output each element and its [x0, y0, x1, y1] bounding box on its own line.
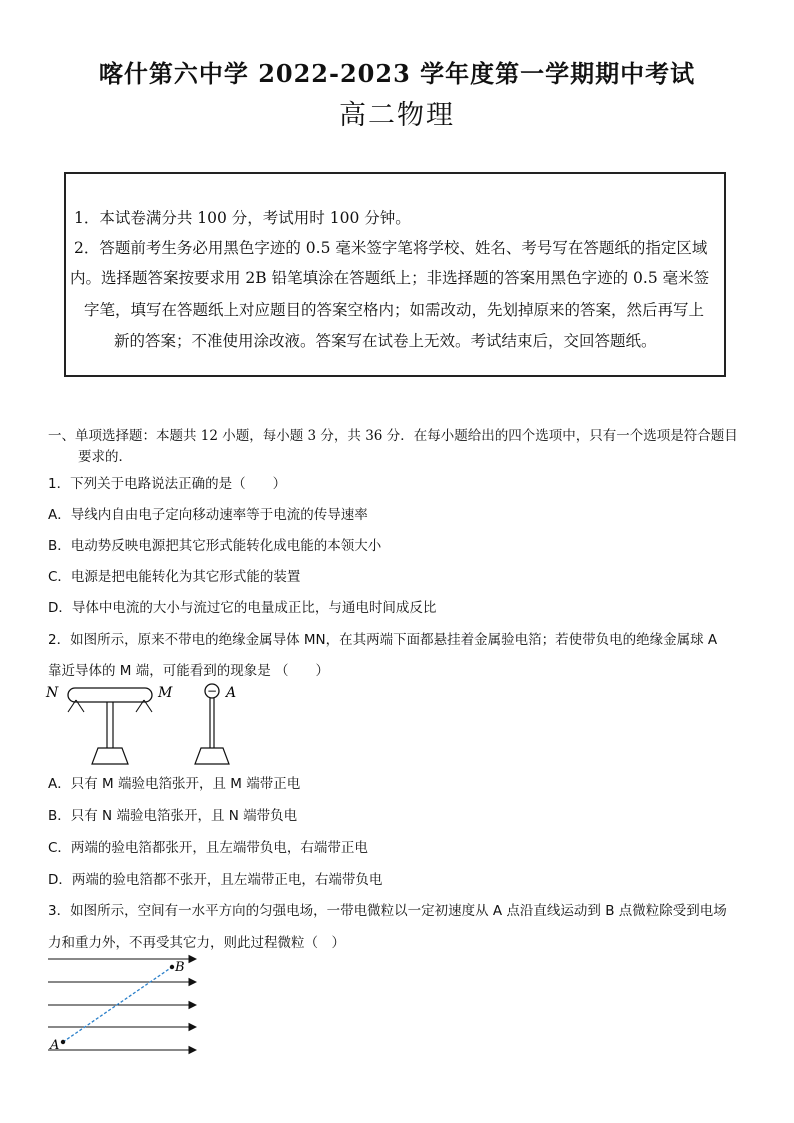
- point-a: [61, 1040, 65, 1044]
- field-figure: [40, 950, 210, 1060]
- question-2-option-b: B．只有 N 端验电箔张开，且 N 端带负电: [48, 808, 298, 824]
- instructions-box: [64, 172, 726, 377]
- question-1-option-d: D．导体中电流的大小与流过它的电量成正比，与通电时间成反比: [48, 600, 437, 616]
- label-n: N: [46, 685, 59, 701]
- stand-base-2: [195, 748, 229, 764]
- conductor-figure: [40, 678, 260, 770]
- question-3-stem: 3．如图所示，空间有一水平方向的匀强电场，一带电微粒以一定初速度从 A 点沿直线运动到 B 点微粒除受到电场: [48, 903, 727, 919]
- subject-title: 高二物理: [339, 100, 455, 131]
- instruction-line-2: 2．答题前考生务必用黑色字迹的 0.5 毫米签字笔将学校、姓名、考号写在答题纸的指定区域: [74, 239, 708, 257]
- question-1-option-b: B．电动势反映电源把其它形式能转化成电能的本领大小: [48, 538, 382, 554]
- question-1-stem: 1．下列关于电路说法正确的是（ ）: [48, 476, 287, 492]
- conductor-mn: [68, 688, 152, 702]
- instruction-line-4: 字笔，填写在答题纸上对应题目的答案空格内；如需改动，先划掉原来的答案，然后再写上: [84, 301, 705, 319]
- point-b: [170, 965, 174, 969]
- instruction-line-1: 1．本试卷满分共 100 分，考试用时 100 分钟。: [74, 209, 411, 227]
- section-heading-cont: 要求的．: [78, 449, 132, 465]
- question-2-option-d: D．两端的验电箔都不张开，且左端带正电，右端带负电: [48, 872, 383, 888]
- question-2-stem-cont: 靠近导体的 M 端，可能看到的现象是 （ ）: [48, 663, 330, 679]
- instruction-line-5: 新的答案；不准使用涂改液。答案写在试卷上无效。考试结束后，交回答题纸。: [114, 332, 657, 350]
- question-2-option-c: C．两端的验电箔都张开，且左端带负电，右端带正电: [48, 840, 368, 856]
- question-2-stem: 2．如图所示，原来不带电的绝缘金属导体 MN，在其两端下面都悬挂着金属验电箔；若使带负电的绝缘金属球 A: [48, 632, 718, 648]
- question-2-option-a: A．只有 M 端验电箔张开，且 M 端带正电: [48, 776, 301, 792]
- label-a: A: [226, 685, 237, 701]
- exam-title: 喀什第六中学 2022-2023 学年度第一学期期中考试: [98, 59, 696, 88]
- ball-sign: −: [206, 684, 218, 698]
- label-point-a: A: [50, 1038, 60, 1053]
- section-heading: 一、单项选择题：本题共 12 小题，每小题 3 分，共 36 分．在每小题给出的四个选项中，只有一个选项是符合题目: [48, 428, 738, 444]
- question-3-stem-cont: 力和重力外，不再受其它力，则此过程微粒（ ）: [48, 935, 345, 951]
- instruction-line-3: 内。选择题答案按要求用 2B 铅笔填涂在答题纸上；非选择题的答案用黑色字迹的 0.5 毫米签: [70, 269, 710, 287]
- label-m: M: [158, 685, 173, 701]
- question-1-option-a: A．导线内自由电子定向移动速率等于电流的传导速率: [48, 507, 368, 523]
- label-point-b: B: [175, 960, 185, 975]
- question-1-option-c: C．电源是把电能转化为其它形式能的装置: [48, 569, 301, 585]
- stand-base-1: [92, 748, 128, 764]
